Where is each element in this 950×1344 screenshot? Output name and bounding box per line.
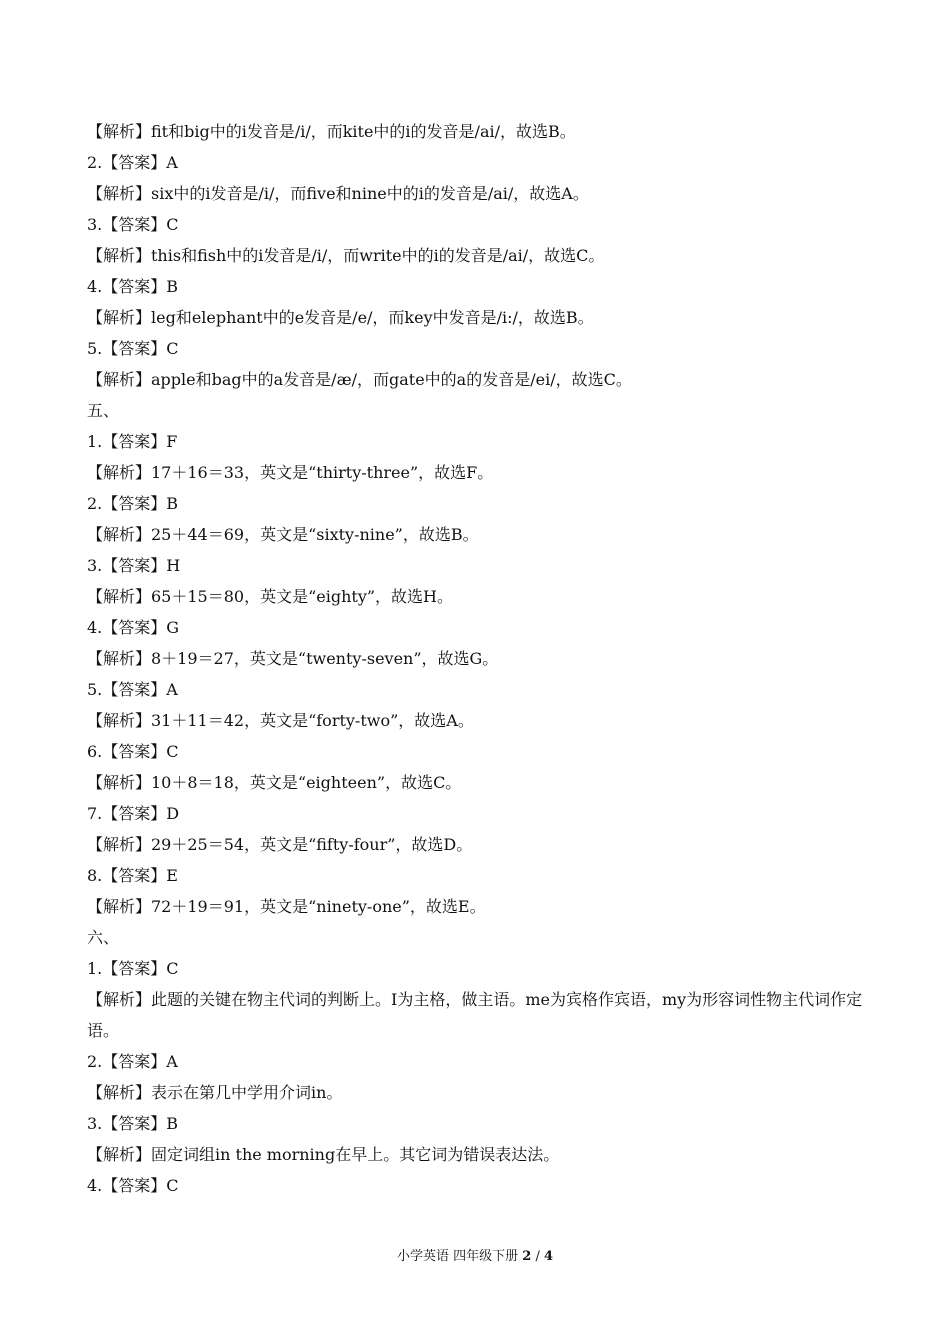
answer-line: 3.【答案】C bbox=[87, 215, 179, 234]
analysis-line: 【解析】10＋8＝18，英文是“eighteen”，故选C。 bbox=[87, 773, 462, 792]
page-separator: / bbox=[535, 1249, 540, 1264]
analysis-line: 【解析】apple和bag中的a发音是/æ/，而gate中的a的发音是/ei/，故选C。 bbox=[87, 370, 632, 389]
answer-line: 4.【答案】G bbox=[87, 618, 180, 637]
answer-line: 8.【答案】E bbox=[87, 866, 178, 885]
page-total: 4 bbox=[543, 1249, 554, 1264]
footer-subject: 小学英语 四年级下册 bbox=[396, 1249, 519, 1264]
answer-line: 5.【答案】C bbox=[87, 339, 179, 358]
analysis-line: 【解析】31＋11＝42，英文是“forty-two”，故选A。 bbox=[87, 711, 474, 730]
answer-line: 4.【答案】B bbox=[87, 277, 179, 296]
section-heading: 五、 bbox=[87, 401, 120, 420]
analysis-line: 【解析】fit和big中的i发音是/i/，而kite中的i的发音是/ai/，故选B。 bbox=[87, 122, 576, 141]
analysis-line: 【解析】65＋15＝80，英文是“eighty”，故选H。 bbox=[87, 587, 453, 606]
analysis-line: 【解析】six中的i发音是/i/，而five和nine中的i的发音是/ai/，故选A。 bbox=[87, 184, 589, 203]
analysis-line: 【解析】此题的关键在物主代词的判断上。I为主格，做主语。me为宾格作宾语，my为形容词性物主代词作定语。 bbox=[87, 990, 863, 1040]
analysis-line: 【解析】this和fish中的i发音是/i/，而write中的i的发音是/ai/，故选C。 bbox=[87, 246, 605, 265]
answer-line: 3.【答案】B bbox=[87, 1114, 179, 1133]
page-footer bbox=[0, 1245, 950, 1264]
analysis-line: 【解析】72＋19＝91，英文是“ninety-one”，故选E。 bbox=[87, 897, 486, 916]
analysis-line: 【解析】29＋25＝54，英文是“fifty-four”，故选D。 bbox=[87, 835, 473, 854]
document-body bbox=[87, 116, 872, 1201]
answer-line: 5.【答案】A bbox=[87, 680, 178, 699]
analysis-line: 【解析】8＋19＝27，英文是“twenty-seven”，故选G。 bbox=[87, 649, 499, 668]
answer-line: 2.【答案】B bbox=[87, 494, 179, 513]
analysis-line: 【解析】leg和elephant中的e发音是/e/，而key中发音是/i:/，故选B。 bbox=[87, 308, 594, 327]
answer-line: 1.【答案】C bbox=[87, 959, 179, 978]
analysis-line: 【解析】25＋44＝69，英文是“sixty-nine”，故选B。 bbox=[87, 525, 479, 544]
analysis-line: 【解析】表示在第几中学用介词in。 bbox=[87, 1083, 343, 1102]
section-heading: 六、 bbox=[87, 928, 120, 947]
answer-line: 4.【答案】C bbox=[87, 1176, 179, 1195]
answer-line: 3.【答案】H bbox=[87, 556, 181, 575]
answer-line: 1.【答案】F bbox=[87, 432, 178, 451]
analysis-line: 【解析】固定词组in the morning在早上。其它词为错误表达法。 bbox=[87, 1145, 560, 1164]
answer-line: 7.【答案】D bbox=[87, 804, 180, 823]
answer-line: 2.【答案】A bbox=[87, 153, 178, 172]
answer-line: 2.【答案】A bbox=[87, 1052, 178, 1071]
page-number: 2 bbox=[522, 1249, 532, 1264]
answer-line: 6.【答案】C bbox=[87, 742, 179, 761]
analysis-line: 【解析】17＋16＝33，英文是“thirty-three”，故选F。 bbox=[87, 463, 494, 482]
